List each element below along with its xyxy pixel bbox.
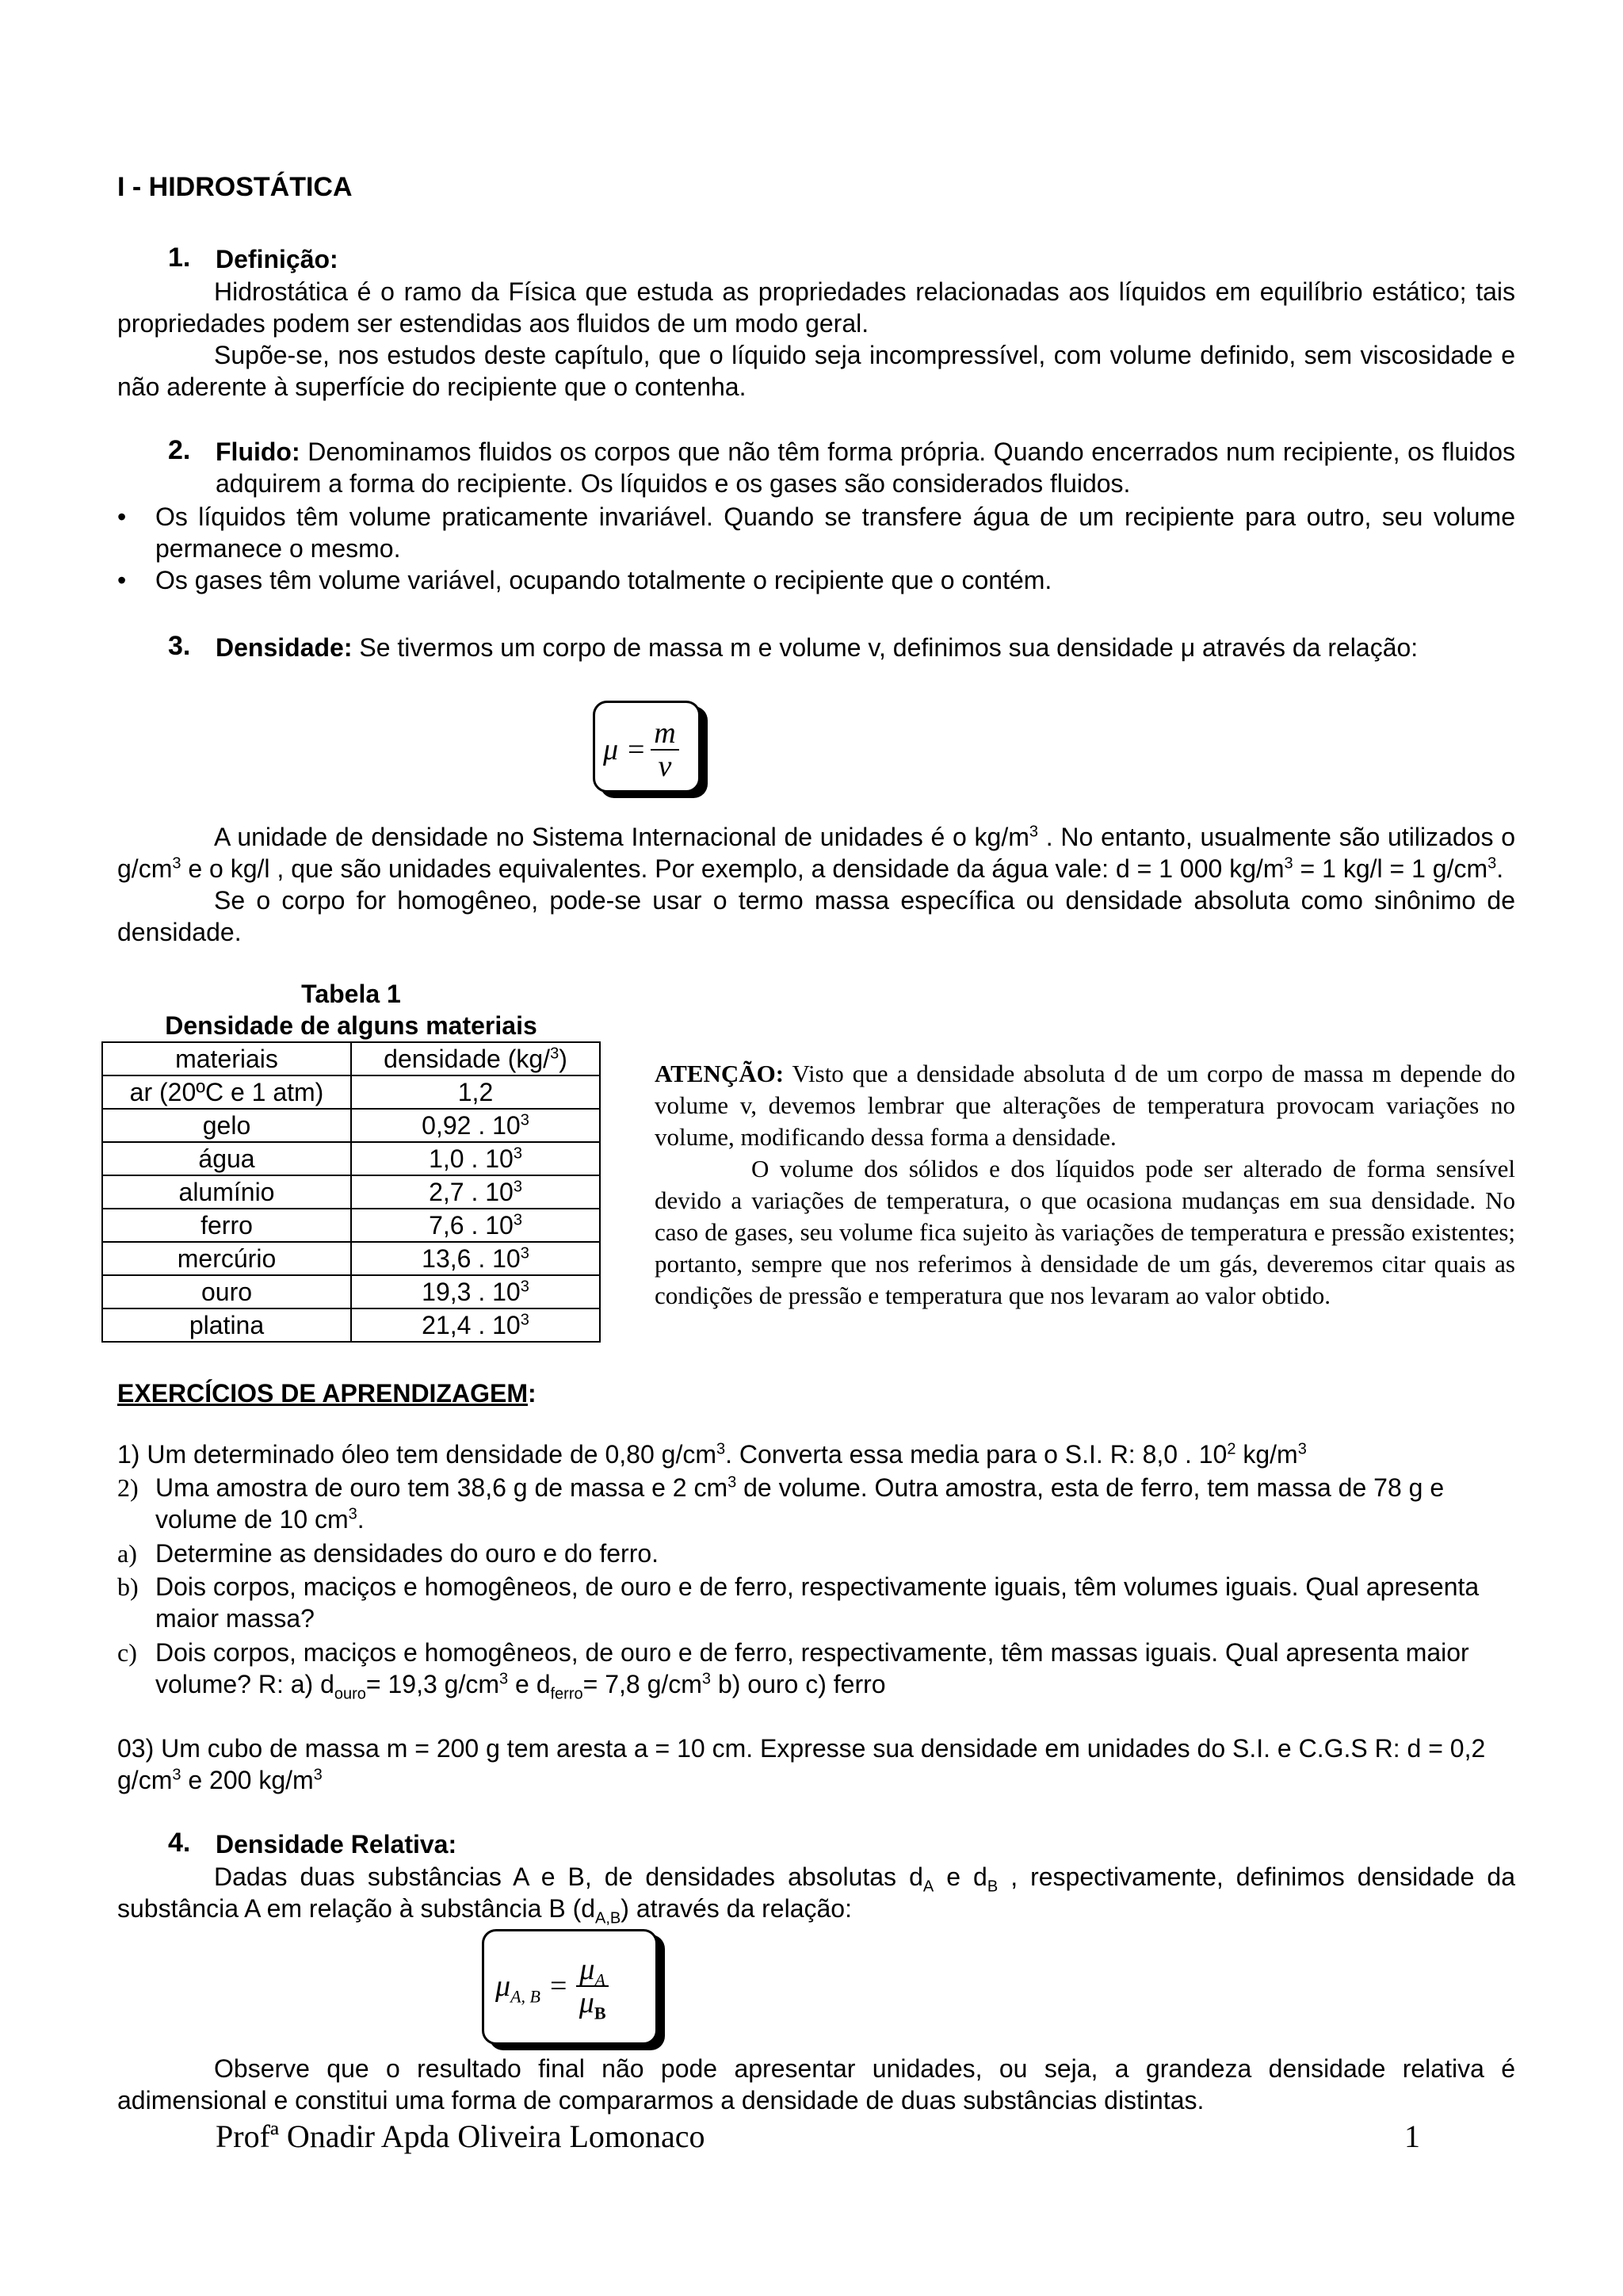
density-value: 1,2 <box>457 1078 494 1106</box>
s4-title: Densidade Relativa: <box>216 1830 457 1859</box>
material-cell: água <box>102 1142 351 1175</box>
sub: ferro <box>550 1685 583 1703</box>
formula-lhs <box>495 1969 540 2007</box>
material-cell: mercúrio <box>102 1242 351 1275</box>
material-cell: alumínio <box>102 1175 351 1209</box>
s3-body <box>216 632 1515 663</box>
sup: 3 <box>1297 1440 1307 1458</box>
density-cell <box>351 1275 600 1308</box>
s1-paragraph-2: Supõe-se, nos estudos deste capítulo, que o líquido seja incompressível, com volume definido, sem viscosidade e não aderente à superfície do recipiente que o contenha. <box>117 341 1515 401</box>
table-row <box>102 1142 600 1175</box>
sup: 3 <box>513 1178 522 1196</box>
material-cell: ferro <box>102 1209 351 1242</box>
density-cell <box>351 1109 600 1142</box>
table-subtitle: Densidade de alguns materiais <box>165 1011 537 1040</box>
sup: 3 <box>348 1505 357 1523</box>
header-density <box>351 1042 600 1075</box>
atencao-text-1: Visto que a densidade absoluta d de um corpo de massa m depende do volume v, devemos lembrar que alterações de temperatura provocam variações no volume, modificando dessa forma a densidade. <box>655 1060 1515 1151</box>
table-row <box>102 1308 600 1342</box>
footer-author: Profª Onadir Apda Oliveira Lomonaco <box>216 2118 705 2154</box>
units-text-b: . No entanto, usualmente são utilizados o g/cm <box>117 823 1516 883</box>
table-row <box>102 1075 600 1109</box>
exercise-2 <box>155 1472 1515 1535</box>
density-value: 21,4 . 10 <box>422 1311 521 1339</box>
density-cell <box>351 1142 600 1175</box>
exercises-title <box>117 1377 537 1409</box>
item-b-label: b) <box>117 1572 139 1601</box>
density-cell <box>351 1242 600 1275</box>
sub: A, B <box>510 1986 540 2007</box>
item-c-text-c: e d <box>508 1670 551 1698</box>
material-cell: platina <box>102 1308 351 1342</box>
mu-symbol: μ <box>495 1969 511 2003</box>
s1-number: 1. <box>168 243 191 273</box>
atencao-box <box>655 1058 1515 1312</box>
formula-numerator <box>576 1953 609 1990</box>
s4-text-c: , respectivamente, definimos densidade da substância A em relação à substância B (d <box>117 1862 1516 1923</box>
item-a-text: Determine as densidades do ouro e do ferro. <box>155 1539 659 1568</box>
item-c-text-b: = 19,3 g/cm <box>365 1670 499 1698</box>
item-b-text: Dois corpos, maciços e homogêneos, de ouro e de ferro, respectivamente iguais, têm volumes iguais. Qual apresenta maior massa? <box>155 1572 1480 1633</box>
sub: B <box>594 2003 606 2023</box>
table-row <box>102 1275 600 1308</box>
s4-text-d: ) através da relação: <box>621 1894 852 1923</box>
s1-body <box>117 276 1515 403</box>
section-title: I - HIDROSTÁTICA <box>117 172 353 202</box>
sup: 2 <box>1227 1440 1236 1458</box>
density-cell <box>351 1075 600 1109</box>
density-formula-numerator: m <box>651 717 678 751</box>
atencao-label: ATENÇÃO: <box>655 1060 785 1087</box>
exercise-3-text-b: e 200 kg/m <box>181 1766 314 1794</box>
density-cell <box>351 1209 600 1242</box>
s3-text: Se tivermos um corpo de massa m e volume v, definimos sua densidade μ através da relação: <box>359 633 1419 662</box>
s4-number: 4. <box>168 1828 191 1858</box>
exercise-3 <box>117 1733 1515 1796</box>
exercises-title-text: EXERCÍCIOS DE APRENDIZAGEM <box>117 1379 528 1408</box>
material-cell: ouro <box>102 1275 351 1308</box>
sup: 3 <box>1284 854 1293 873</box>
sup: 3 <box>172 1766 181 1784</box>
units-text-a: A unidade de densidade no Sistema Internacional de unidades é o kg/m <box>214 823 1029 851</box>
sup: 3 <box>313 1766 323 1784</box>
table-title: Tabela 1 <box>301 980 401 1008</box>
units-paragraph <box>117 821 1515 884</box>
exercise-2-text-c: . <box>357 1505 365 1534</box>
page-number: 1 <box>1404 2118 1420 2154</box>
exercise-2-text-a: Uma amostra de ouro tem 38,6 g de massa e 2 cm <box>155 1473 728 1502</box>
item-c <box>155 1637 1515 1703</box>
density-cell <box>351 1308 600 1342</box>
units-text-d: = 1 kg/l = 1 g/cm <box>1293 854 1488 883</box>
sup: 3 <box>716 1440 726 1458</box>
s4-text-a: Dadas duas substâncias A e B, de densidades absolutas d <box>214 1862 923 1891</box>
homogeneous-paragraph: Se o corpo for homogêneo, pode-se usar o termo massa específica ou densidade absoluta como sinônimo de densidade. <box>117 886 1515 946</box>
sub: A <box>922 1878 934 1896</box>
density-value: 19,3 . 10 <box>422 1278 521 1306</box>
mu-symbol: μ <box>579 1953 595 1986</box>
table-row <box>102 1109 600 1142</box>
exercise-2-label: 2) <box>117 1473 139 1502</box>
table-row <box>102 1209 600 1242</box>
item-c-label: c) <box>117 1638 137 1667</box>
sup: 3 <box>1487 854 1497 873</box>
table-row <box>102 1242 600 1275</box>
sup: 3 <box>513 1144 522 1163</box>
s2-title: Fluido: <box>216 437 300 466</box>
s1-title: Definição: <box>216 245 338 273</box>
atencao-paragraph-2: O volume dos sólidos e dos líquidos pode ser alterado de forma sensível devido a variações de temperatura, o que ocasiona mudanças em sua densidade. No caso de gases, seu volume fica sujeito às variações de temperatura e pressão existentes; portanto, sempre que nos referimos à densidade de um gás, deveremos citar quais as condições de pressão e temperatura que nos levaram ao valor obtido. <box>655 1155 1515 1309</box>
sup: 3 <box>499 1670 509 1688</box>
sup: 3 <box>701 1670 712 1688</box>
header-density-close: ) <box>559 1045 567 1073</box>
s3-units <box>117 821 1515 948</box>
s2-bullets <box>117 501 1515 596</box>
sup: 3 <box>513 1211 522 1229</box>
sup: 3 <box>520 1311 529 1329</box>
s2-bullet-2: • Os gases têm volume variável, ocupando totalmente o recipiente que o contém. <box>117 564 1515 596</box>
sup: 3 <box>520 1244 529 1263</box>
density-table <box>101 1041 601 1343</box>
sup: 3 <box>520 1278 529 1296</box>
header-materials: materiais <box>102 1042 351 1075</box>
sub: ouro <box>334 1685 366 1703</box>
s1-paragraph-1: Hidrostática é o ramo da Física que estuda as propriedades relacionadas aos líquidos em equilíbrio estático; tais propriedades podem ser estendidas aos fluidos de um modo geral. <box>117 277 1515 338</box>
units-text-c: e o kg/l , que são unidades equivalentes. Por exemplo, a densidade da água vale: d = 1 000 kg/m <box>181 854 1285 883</box>
item-c-text-e: b) ouro c) ferro <box>711 1670 886 1698</box>
sup: 3 <box>550 1045 559 1063</box>
material-cell: ar (20ºC e 1 atm) <box>102 1075 351 1109</box>
s3-title: Densidade: <box>216 633 353 662</box>
formula-denominator <box>579 1986 606 2023</box>
sub: A <box>594 1969 605 1990</box>
atencao-paragraph-1 <box>655 1058 1515 1153</box>
s3-number: 3. <box>168 631 191 661</box>
exercise-1-text-c: kg/m <box>1235 1440 1298 1469</box>
exercises-title-colon: : <box>527 1379 537 1408</box>
observation-paragraph: Observe que o resultado final não pode apresentar unidades, ou seja, a grandeza densidade relativa é adimensional e constitui uma forma de compararmos a densidade de duas substâncias distintas. <box>117 2054 1515 2115</box>
item-c-text-a: Dois corpos, maciços e homogêneos, de ouro e de ferro, respectivamente, têm massas iguais. Qual apresenta maior volume? R: a) d <box>155 1638 1469 1698</box>
density-formula-lhs: μ = <box>603 733 647 766</box>
sub: B <box>987 1878 999 1896</box>
s4-body <box>117 1861 1516 1927</box>
s2-text: Denominamos fluidos os corpos que não têm forma própria. Quando encerrados num recipiente, os fluidos adquirem a forma do recipiente. Os líquidos e os gases são considerados fluidos. <box>216 437 1515 498</box>
equals-sign: = <box>549 1969 567 2003</box>
s2-bullet-1: • Os líquidos têm volume praticamente invariável. Quando se transfere água de um recipiente para outro, seu volume permanece o mesmo. <box>117 501 1515 564</box>
exercise-1-text-b: . Converta essa media para o S.I. R: 8,0 . 10 <box>725 1440 1228 1469</box>
table-header-row <box>102 1042 600 1075</box>
density-value: 2,7 . 10 <box>429 1178 514 1206</box>
exercise-2-text-b: de volume. Outra amostra, esta de ferro, tem massa de 78 g e volume de 10 cm <box>155 1473 1445 1534</box>
exercise-1-text-a: 1) Um determinado óleo tem densidade de 0,80 g/cm <box>117 1440 716 1469</box>
density-value: 0,92 . 10 <box>422 1111 521 1140</box>
density-formula <box>593 701 701 793</box>
density-formula-denominator: v <box>658 750 672 783</box>
header-density-text: densidade (kg/ <box>384 1045 551 1073</box>
density-value: 13,6 . 10 <box>422 1244 521 1273</box>
relative-density-formula <box>482 1929 658 2045</box>
density-cell <box>351 1175 600 1209</box>
mu-symbol: μ <box>579 1986 594 2019</box>
sup: 3 <box>520 1111 529 1129</box>
density-value: 7,6 . 10 <box>429 1211 514 1240</box>
sub: A,B <box>595 1909 621 1927</box>
sup: 3 <box>172 854 181 873</box>
exercise-1 <box>117 1438 1515 1470</box>
density-value: 1,0 . 10 <box>429 1144 514 1173</box>
sup: 3 <box>1029 823 1039 841</box>
material-cell: gelo <box>102 1109 351 1142</box>
units-text-e: . <box>1496 854 1504 883</box>
s4-text-b: e d <box>934 1862 987 1891</box>
item-a-label: a) <box>117 1539 137 1568</box>
exercise-3-text-a: 03) Um cubo de massa m = 200 g tem aresta a = 10 cm. Expresse sua densidade em unidades do S.I. e C.G.S R: d = 0,2 g/cm <box>117 1734 1486 1794</box>
table-row <box>102 1175 600 1209</box>
s2-body <box>216 436 1515 499</box>
s2-number: 2. <box>168 435 191 465</box>
item-c-text-d: = 7,8 g/cm <box>582 1670 702 1698</box>
sup: 3 <box>727 1473 737 1492</box>
